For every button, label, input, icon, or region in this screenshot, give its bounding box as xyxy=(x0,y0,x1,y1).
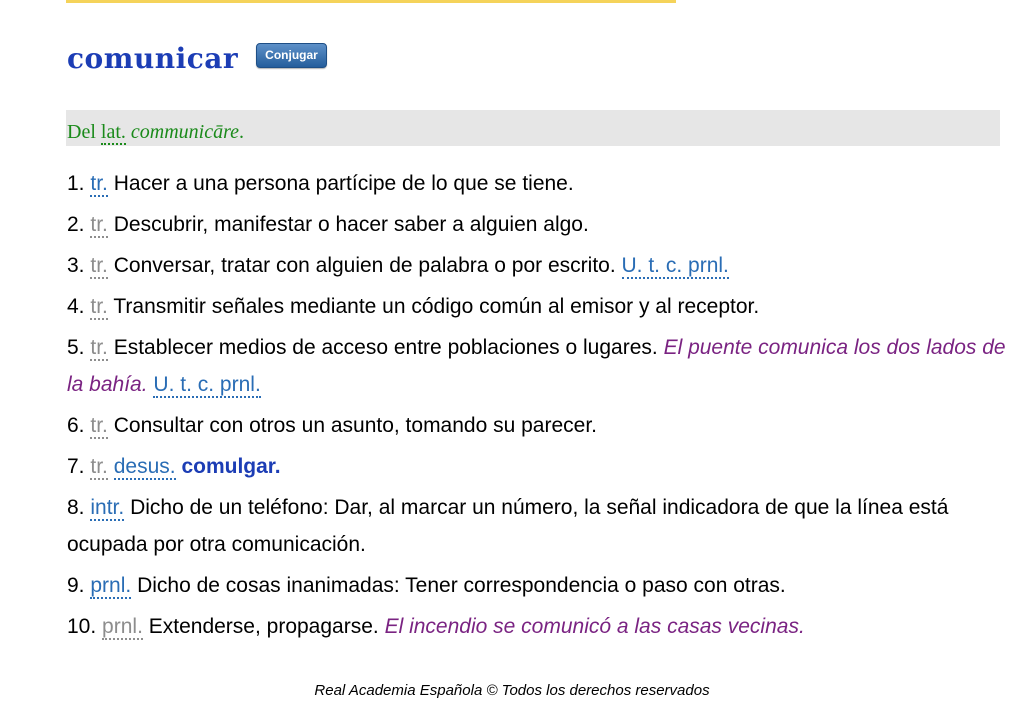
grammar-abbr-link[interactable]: tr. xyxy=(90,414,108,437)
definition-item xyxy=(67,567,1012,604)
grammar-abbr-link[interactable]: tr. xyxy=(90,455,108,478)
top-accent-bar xyxy=(66,0,676,3)
definition-item xyxy=(67,608,1012,645)
definition-item xyxy=(67,206,1012,243)
definition-number: 5. xyxy=(67,336,85,359)
definition-number: 8. xyxy=(67,496,85,519)
definition-text: Conversar, tratar con alguien de palabra o por escrito. xyxy=(113,254,616,277)
entry-header xyxy=(67,38,327,78)
definition-list xyxy=(67,165,1012,649)
definition-text: Dicho de un teléfono: Dar, al marcar un número, la señal indicadora de que la línea está ocupada por otra comunicación. xyxy=(67,496,949,556)
definition-number: 4. xyxy=(67,295,85,318)
etymology-prefix: Del xyxy=(67,121,96,143)
copyright-footer: Real Academia Española © Todos los derechos reservados xyxy=(314,682,710,699)
cross-reference-link[interactable]: comulgar. xyxy=(181,455,281,478)
etymology xyxy=(66,110,1000,146)
definition-number: 6. xyxy=(67,414,85,437)
usage-abbr-link[interactable]: desus. xyxy=(113,455,176,478)
definition-number: 9. xyxy=(67,574,85,597)
definition-text: Hacer a una persona partícipe de lo que se tiene. xyxy=(113,172,574,195)
etymology-abbr-link[interactable]: lat. xyxy=(100,121,126,143)
grammar-abbr-link[interactable]: prnl. xyxy=(90,574,132,597)
definition-item xyxy=(67,288,1012,325)
grammar-abbr-link[interactable]: tr. xyxy=(90,254,108,277)
definition-number: 2. xyxy=(67,213,85,236)
definition-item xyxy=(67,448,1012,485)
usage-note-link[interactable]: U. t. c. prnl. xyxy=(621,254,729,277)
definition-example: El puente comunica los dos lados de la bahía. xyxy=(67,336,1006,396)
grammar-abbr-link[interactable]: prnl. xyxy=(102,615,143,638)
grammar-abbr-link[interactable]: tr. xyxy=(90,213,108,236)
definition-text: Establecer medios de acceso entre poblaciones o lugares. xyxy=(113,336,658,359)
grammar-abbr-link[interactable]: tr. xyxy=(90,336,108,359)
definition-text: Extenderse, propagarse. xyxy=(148,615,379,638)
definition-text: Consultar con otros un asunto, tomando su parecer. xyxy=(113,414,598,437)
definition-text: Descubrir, manifestar o hacer saber a alguien algo. xyxy=(113,213,589,236)
definition-text: Dicho de cosas inanimadas: Tener correspondencia o paso con otras. xyxy=(137,574,786,597)
definition-item xyxy=(67,165,1012,202)
definition-item xyxy=(67,247,1012,284)
entry-lemma: comunicar xyxy=(67,41,239,75)
grammar-abbr-link[interactable]: tr. xyxy=(90,172,108,195)
grammar-abbr-link[interactable]: intr. xyxy=(90,496,125,519)
conjugate-button[interactable]: Conjugar xyxy=(256,43,327,68)
usage-note-link[interactable]: U. t. c. prnl. xyxy=(153,373,261,396)
definition-example: El incendio se comunicó a las casas vecinas. xyxy=(384,615,805,638)
definition-item xyxy=(67,407,1012,444)
definition-number: 7. xyxy=(67,455,85,478)
definition-text: Transmitir señales mediante un código común al emisor y al receptor. xyxy=(113,295,760,318)
definition-item xyxy=(67,329,1012,403)
etymology-suffix: . xyxy=(239,121,245,143)
definition-number: 3. xyxy=(67,254,85,277)
definition-item xyxy=(67,489,1012,563)
etymology-latin: communicāre xyxy=(130,121,240,143)
grammar-abbr-link[interactable]: tr. xyxy=(90,295,108,318)
definition-number: 1. xyxy=(67,172,85,195)
definition-number: 10. xyxy=(67,615,97,638)
